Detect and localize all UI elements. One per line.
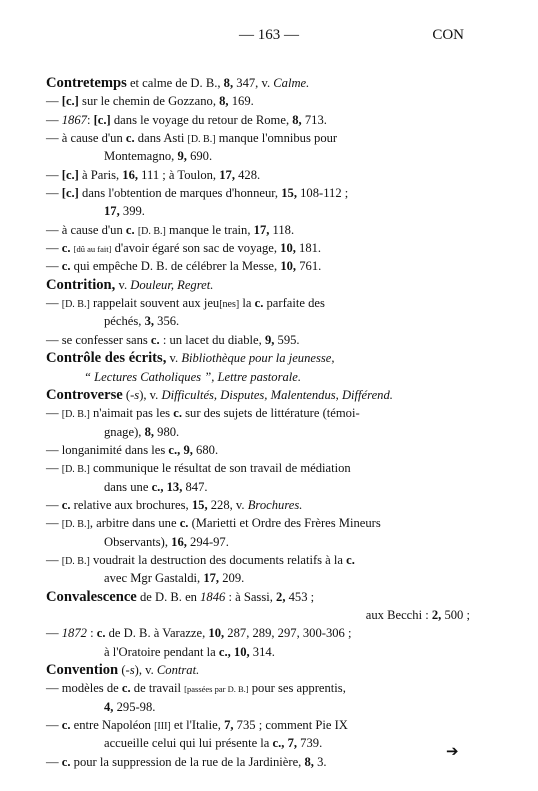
line-segment: “ Lectures Catholiques ”, Lettre pastorale. <box>84 369 302 384</box>
line-segment: 17, <box>104 204 120 219</box>
line-segment: [c.] <box>61 94 79 109</box>
line-segment: communique le résultat de son travail de médiation <box>89 461 351 476</box>
line-segment: 7, <box>224 718 234 733</box>
line-segment: avec Mgr Gastaldi, <box>104 571 204 586</box>
line-segment: Contrat. <box>156 663 200 677</box>
index-line <box>46 276 476 294</box>
line-segment: — <box>46 167 62 182</box>
line-segment: [c.] <box>93 112 111 127</box>
line-segment: 735 ; comment Pie IX <box>233 718 348 733</box>
line-segment: — longanimité dans les <box>46 442 169 457</box>
line-segment: 108-112 ; <box>296 186 349 201</box>
line-segment: pour la suppression de la rue de la Jardinière, <box>70 754 305 769</box>
line-segment: ), v. <box>134 663 157 677</box>
index-line <box>46 184 476 202</box>
line-segment: c. <box>61 497 71 512</box>
line-segment: Bibliothèque pour la jeunesse, <box>181 351 335 366</box>
line-segment: c. <box>61 259 71 274</box>
line-segment: 739. <box>297 736 323 751</box>
line-segment: c. <box>121 681 131 696</box>
line-segment: accueille celui qui lui présente la <box>104 736 273 751</box>
index-line <box>46 312 476 330</box>
line-segment: à l'Oratoire pendant la <box>104 644 219 659</box>
line-segment: 314. <box>249 644 275 659</box>
index-line <box>46 349 476 367</box>
index-line <box>46 202 476 220</box>
line-segment: Montemagno, <box>104 149 178 164</box>
line-segment: 10, <box>280 259 297 274</box>
line-segment: 1867 <box>61 112 87 127</box>
index-line <box>46 459 476 477</box>
headword: Convention <box>46 662 119 678</box>
index-line <box>46 257 476 275</box>
headword: Convalescence <box>46 588 137 605</box>
index-line <box>46 74 476 92</box>
line-segment: — <box>46 259 62 274</box>
line-segment: — <box>46 552 62 567</box>
line-segment: 761. <box>296 259 322 274</box>
line-segment: c. <box>346 552 355 567</box>
line-segment: sur des sujets de littérature (témoi- <box>181 406 360 421</box>
line-segment: [c.] <box>61 167 79 182</box>
line-segment: 8, <box>219 94 229 109</box>
line-segment: [D. B.] <box>187 134 216 146</box>
line-segment: 295-98. <box>113 699 156 714</box>
line-segment: 980. <box>154 424 180 439</box>
line-segment: s <box>134 387 140 402</box>
index-line <box>46 679 476 697</box>
line-segment: de D. B. à Varazze, <box>105 626 209 641</box>
line-segment: 17, <box>219 167 235 182</box>
line-segment: 847. <box>182 479 208 494</box>
index-line <box>46 569 476 587</box>
headword: Controverse <box>46 386 123 403</box>
index-line <box>46 551 476 569</box>
line-segment: ), v. <box>139 387 162 402</box>
line-segment: 111 ; à Toulon, <box>138 167 220 182</box>
line-segment: dans une <box>104 479 152 494</box>
line-segment: c., 9, <box>168 442 193 457</box>
index-line <box>46 496 476 514</box>
line-segment: [dû au fait] <box>73 244 112 255</box>
line-segment: Difficultés, Disputes, Malentendus, Différend. <box>161 387 393 402</box>
line-segment: 9, <box>177 149 187 164</box>
headword: Contrition, <box>46 276 116 293</box>
line-segment: [c.] <box>61 186 79 201</box>
line-segment: : un lacet du diable, <box>159 332 265 347</box>
line-segment: : à Sassi, <box>225 589 277 604</box>
line-segment: la <box>239 296 255 311</box>
line-segment: — <box>46 406 62 421</box>
line-segment: voudrait la destruction des documents relatifs à la <box>89 552 347 567</box>
line-segment: — modèles de <box>46 681 122 696</box>
index-line <box>46 221 476 239</box>
line-segment: [D. B.] <box>61 409 90 421</box>
line-segment: qui empêche D. B. de célébrer la Messe, <box>70 259 281 274</box>
index-line <box>46 111 476 129</box>
line-segment: c., 13, <box>151 479 183 494</box>
line-segment: , arbitre dans une <box>89 516 180 531</box>
line-segment: de travail <box>130 681 185 696</box>
line-segment: 500 ; <box>441 607 470 622</box>
line-segment: 356. <box>154 314 180 329</box>
headword: Contrôle des écrits, <box>46 350 167 367</box>
index-line <box>46 331 476 349</box>
line-segment: 4, <box>104 699 114 714</box>
index-line <box>46 533 476 551</box>
line-segment: 287, 289, 297, 300-306 ; <box>224 626 352 641</box>
line-segment: : <box>86 112 94 127</box>
index-line <box>46 166 476 184</box>
line-segment: relative aux brochures, <box>70 497 192 512</box>
line-segment: 428. <box>234 167 261 182</box>
line-segment: 347, v. <box>233 76 274 90</box>
line-segment: entre Napoléon <box>70 718 155 733</box>
line-segment: — <box>46 626 62 641</box>
line-segment: [D. B.] <box>61 464 90 476</box>
line-segment: à Paris, <box>78 167 123 182</box>
line-segment: 15, <box>281 186 297 201</box>
line-segment: : <box>86 626 97 641</box>
line-segment: c. <box>61 754 71 769</box>
line-segment: aux Becchi : <box>365 607 432 622</box>
index-line <box>46 624 476 642</box>
line-segment: manque l'omnibus pour <box>215 131 338 146</box>
line-segment: 1872 <box>61 626 87 641</box>
line-segment: c. <box>125 222 135 237</box>
line-segment: c. <box>179 516 189 531</box>
line-segment: — <box>46 241 62 256</box>
line-segment: 3. <box>313 754 327 769</box>
line-segment: Brochures. <box>247 497 303 512</box>
line-segment: — <box>46 296 62 311</box>
line-segment: (Marietti et Ordre des Frères Mineurs <box>188 516 381 531</box>
line-segment: (- <box>118 663 130 677</box>
page-header <box>0 27 538 47</box>
index-line <box>46 239 476 257</box>
index-line <box>46 753 476 771</box>
line-segment: c. <box>125 131 135 146</box>
line-segment: et calme de D. B., <box>126 76 224 90</box>
line-segment: — <box>46 461 62 476</box>
line-segment: et l'Italie, <box>170 718 225 733</box>
line-segment: — <box>46 754 62 769</box>
index-line <box>46 478 476 496</box>
line-segment: 16, <box>171 534 187 549</box>
line-segment: 16, <box>122 167 139 182</box>
line-segment: c. <box>61 718 71 733</box>
line-segment: 294-97. <box>186 534 229 549</box>
line-segment: gnage), <box>104 424 145 439</box>
line-segment: [passées par D. B.] <box>184 684 249 695</box>
line-segment: 209. <box>219 571 245 586</box>
line-segment: 181. <box>295 241 322 256</box>
line-segment: 1846 <box>200 589 226 604</box>
index-line <box>46 606 476 624</box>
line-segment: c. <box>61 241 71 256</box>
headword: Contretemps <box>46 75 127 91</box>
line-segment: [D. B.] <box>61 519 90 531</box>
line-segment: péchés, <box>104 314 145 329</box>
index-entries <box>46 74 476 771</box>
line-segment: — se confesser sans <box>46 332 151 347</box>
line-segment: — <box>46 718 62 733</box>
line-segment: — <box>46 497 62 512</box>
line-segment: c. <box>173 406 182 421</box>
line-segment: 10, <box>280 241 296 256</box>
line-segment: Calme. <box>273 76 310 90</box>
line-segment: dans le voyage du retour de Rome, <box>110 112 293 127</box>
index-line <box>46 404 476 422</box>
line-segment: sur le chemin de Gozzano, <box>78 94 220 109</box>
index-line <box>46 643 476 661</box>
index-line <box>46 129 476 147</box>
line-segment: — à cause d'un <box>46 222 126 237</box>
line-segment: dans l'obtention de marques d'honneur, <box>78 186 282 201</box>
index-line <box>46 368 476 386</box>
line-segment: d'avoir égaré son sac de voyage, <box>111 241 281 256</box>
line-segment: c. <box>254 296 264 311</box>
line-segment: c. <box>96 626 106 641</box>
line-segment: rappelait souvent aux jeu <box>89 296 220 311</box>
line-segment: c., 7, <box>272 736 298 751</box>
line-segment: 690. <box>186 149 213 164</box>
line-segment: c. <box>150 332 160 347</box>
index-line <box>46 661 476 679</box>
line-segment: 8, <box>144 424 155 439</box>
line-segment: pour ses apprentis, <box>248 681 346 696</box>
line-segment: 8, <box>223 76 234 90</box>
line-segment: dans Asti <box>134 131 188 146</box>
continue-arrow-icon: ➔ <box>446 742 459 760</box>
line-segment: 169. <box>228 94 254 109</box>
index-line <box>46 514 476 532</box>
line-segment: parfaite des <box>263 296 325 311</box>
line-segment: (- <box>122 387 135 402</box>
line-segment: de D. B. en <box>136 589 201 604</box>
line-segment: — <box>46 94 62 109</box>
line-segment: 3, <box>144 314 155 329</box>
line-segment: 118. <box>269 222 295 237</box>
index-line <box>46 734 476 752</box>
section-heading: CON <box>432 27 464 43</box>
line-segment: 17, <box>253 222 270 237</box>
line-segment: — <box>46 112 62 127</box>
line-segment: 15, <box>191 497 208 512</box>
line-segment: 9, <box>264 332 275 347</box>
index-line <box>46 441 476 459</box>
page-number: — 163 — <box>239 27 299 43</box>
line-segment: 2, <box>276 589 286 604</box>
line-segment: 8, <box>304 754 314 769</box>
line-segment: [nes] <box>219 299 240 311</box>
index-line <box>46 294 476 312</box>
index-line <box>46 386 476 404</box>
line-segment: 8, <box>292 112 302 127</box>
line-segment: — à cause d'un <box>46 131 126 146</box>
line-segment: 680. <box>192 442 219 457</box>
index-line <box>46 423 476 441</box>
line-segment: n'aimait pas les <box>89 406 174 421</box>
line-segment: [D. B.] <box>61 299 90 311</box>
line-segment: manque le train, <box>165 222 254 237</box>
line-segment: v. <box>115 277 131 292</box>
line-segment: — <box>46 516 62 531</box>
line-segment: [III] <box>154 721 171 733</box>
line-segment: 453 ; <box>285 589 315 604</box>
line-segment: 399. <box>119 204 145 219</box>
line-segment: 228, v. <box>207 497 248 512</box>
line-segment: 595. <box>274 332 300 347</box>
line-segment: [D. B.] <box>137 225 166 237</box>
line-segment: s <box>129 663 135 677</box>
index-line <box>46 147 476 165</box>
index-line <box>46 92 476 110</box>
line-segment: — <box>46 186 62 201</box>
line-segment: 2, <box>431 607 442 622</box>
line-segment: 713. <box>301 112 327 127</box>
line-segment: [D. B.] <box>61 555 90 567</box>
line-segment: 17, <box>203 571 220 586</box>
line-segment: Observants), <box>104 534 172 549</box>
index-line <box>46 698 476 716</box>
line-segment: v. <box>166 351 182 366</box>
index-line <box>46 588 476 606</box>
index-line <box>46 716 476 734</box>
line-segment: Douleur, Regret. <box>130 277 214 292</box>
line-segment: c., 10, <box>218 644 250 659</box>
line-segment: 10, <box>208 626 225 641</box>
